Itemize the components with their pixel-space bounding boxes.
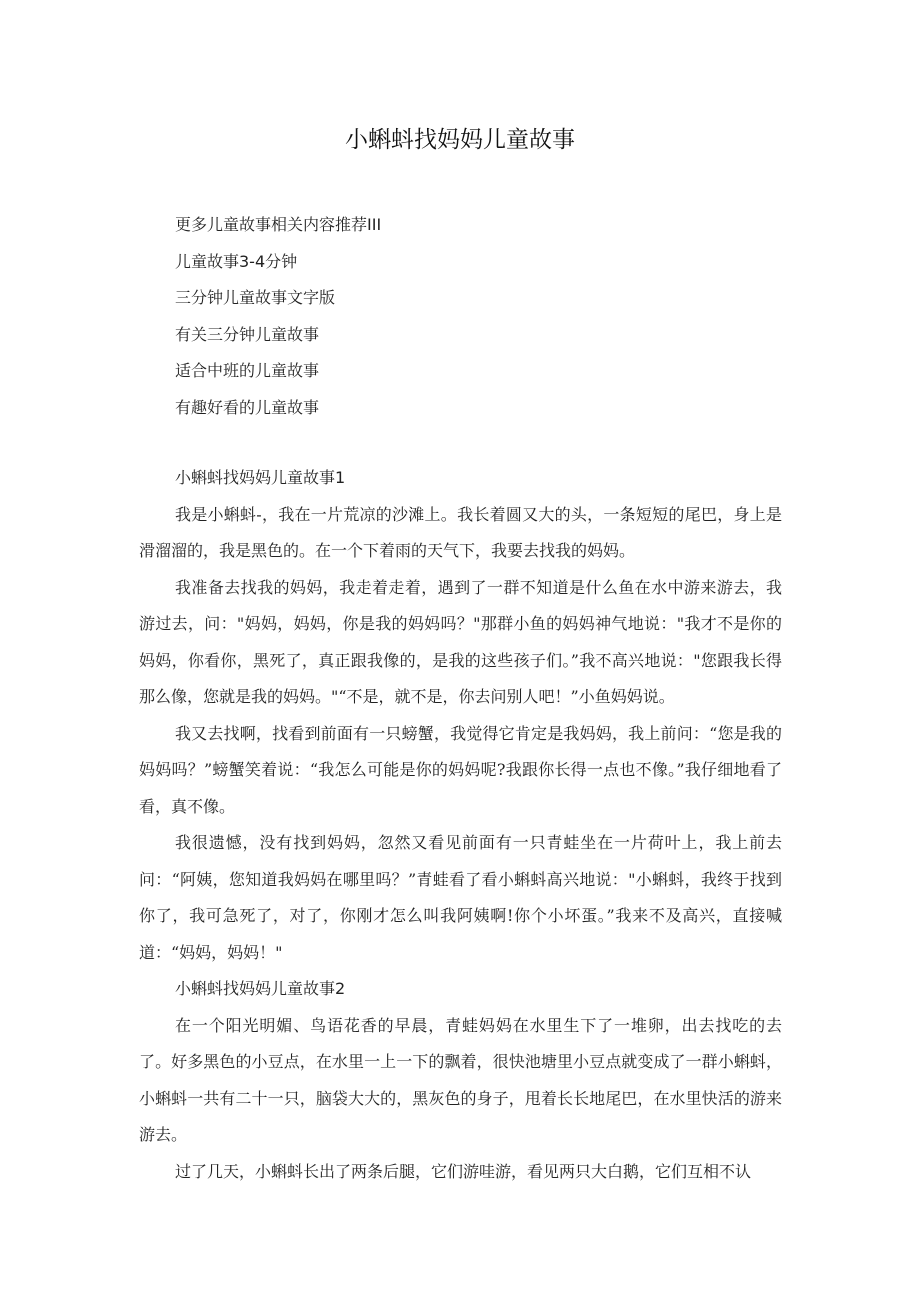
related-link[interactable]: 有趣好看的儿童故事 bbox=[175, 397, 320, 417]
paragraph: 我很遗憾，没有找到妈妈，忽然又看见前面有一只青蛙坐在一片荷叶上，我上前去问：“阿姨，您知道我妈妈在哪里吗？”青蛙看了看小蝌蚪高兴地说："小蝌蚪，我终于找到你了，我可急死了，对了，你刚才怎么叫我阿姨啊!你个小坏蛋。”我来不及高兴，直接喊道：“妈妈，妈妈！" bbox=[139, 833, 782, 962]
related-link[interactable]: 三分钟儿童故事文字版 bbox=[175, 288, 336, 307]
paragraph: 过了几天，小蝌蚪长出了两条后腿，它们游哇游，看见两只大白鹅，它们互相不认 bbox=[175, 1161, 752, 1181]
story-body bbox=[139, 460, 782, 1190]
paragraph: 我准备去找我的妈妈，我走着走着，遇到了一群不知道是什么鱼在水中游来游去，我游过去，问："妈妈，妈妈，你是我的妈妈吗？"那群小鱼的妈妈神气地说："我才不是你的妈妈，你看你，黑死了，真正跟我像的，是我的这些孩子们。”我不高兴地说："您跟我长得那么像，您就是我的妈妈。"“不是，就不是，你去问别人吧！”小鱼妈妈说。 bbox=[139, 577, 782, 706]
paragraph: 在一个阳光明媚、鸟语花香的早晨，青蛙妈妈在水里生下了一堆卵，出去找吃的去了。好多黑色的小豆点，在水里一上一下的飘着，很快池塘里小豆点就变成了一群小蝌蚪，小蝌蚪一共有二十一只，脑袋大大的，黑灰色的身子，甩着长长地尾巴，在水里快活的游来游去。 bbox=[139, 1015, 782, 1144]
related-heading: 更多儿童故事相关内容推荐III bbox=[175, 215, 382, 234]
related-link[interactable]: 儿童故事3-4分钟 bbox=[175, 251, 298, 271]
paragraph: 我是小蝌蚪-，我在一片荒凉的沙滩上。我长着圆又大的头，一条短短的尾巴，身上是滑溜溜的，我是黑色的。在一个下着雨的天气下，我要去找我的妈妈。 bbox=[139, 504, 782, 560]
document-title: 小蝌蚪找妈妈儿童故事 bbox=[345, 127, 575, 153]
related-link[interactable]: 适合中班的儿童故事 bbox=[175, 361, 320, 380]
related-links-list bbox=[175, 207, 381, 426]
related-link[interactable]: 有关三分钟儿童故事 bbox=[175, 324, 320, 344]
paragraph: 我又去找啊，找看到前面有一只螃蟹，我觉得它肯定是我妈妈，我上前问：“您是我的妈妈吗？”螃蟹笑着说：“我怎么可能是你的妈妈呢?我跟你长得一点也不像。”我仔细地看了看，真不像。 bbox=[139, 723, 782, 816]
story2-heading: 小蝌蚪找妈妈儿童故事2 bbox=[175, 979, 346, 998]
story1-heading: 小蝌蚪找妈妈儿童故事1 bbox=[175, 468, 346, 487]
